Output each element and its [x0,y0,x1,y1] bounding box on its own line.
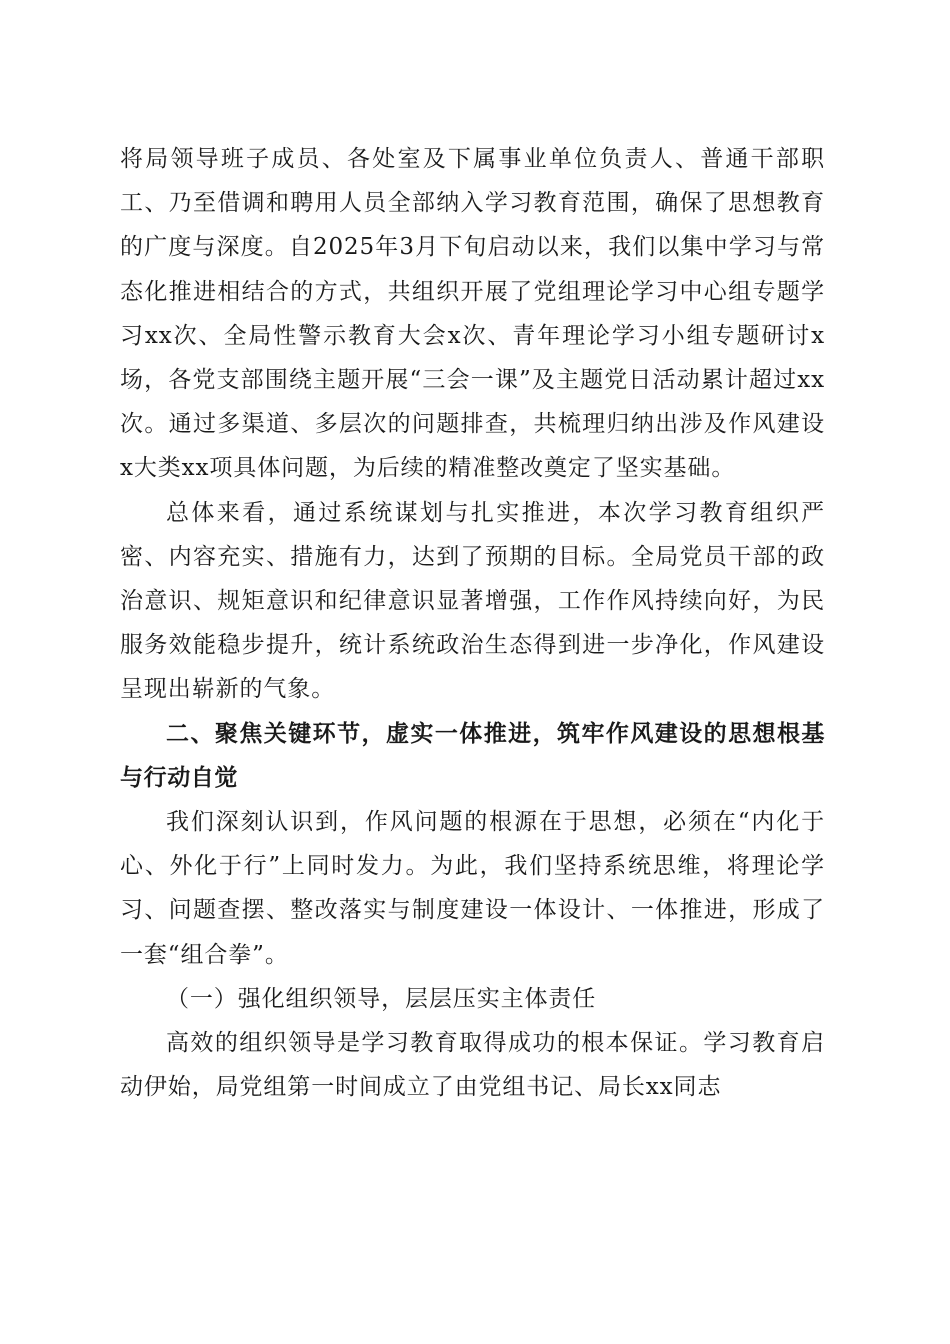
paragraph-section-intro: 我们深刻认识到，作风问题的根源在于思想，必须在“内化于心、外化于行”上同时发力。为此，我们坚持系统思维，将理论学习、问题查摆、整改落实与制度建设一体设计、一体推进，形成了一套“组合拳”。 [120,809,825,968]
subsection-heading-1: （一）强化组织领导，层层压实主体责任 [166,985,597,1012]
document-page [120,137,825,1109]
section-heading-2: 二、聚焦关键环节，虚实一体推进，筑牢作风建设的思想根基与行动自觉 [120,720,825,791]
paragraph-summary: 总体来看，通过系统谋划与扎实推进，本次学习教育组织严密、内容充实、措施有力，达到了预期的目标。全局党员干部的政治意识、规矩意识和纪律意识显著增强，工作作风持续向好，为民服务效能稳步提升，统计系统政治生态得到进一步净化，作风建设呈现出崭新的气象。 [120,499,825,703]
paragraph-subsection-body: 高效的组织领导是学习教育取得成功的根本保证。学习教育启动伊始，局党组第一时间成立了由党组书记、局长xx同志 [120,1030,825,1101]
paragraph-continuation: 将局领导班子成员、各处室及下属事业单位负责人、普通干部职工、乃至借调和聘用人员全部纳入学习教育范围，确保了思想教育的广度与深度。自2025年3月下旬启动以来，我们以集中学习与常态化推进相结合的方式，共组织开展了党组理论学习中心组专题学习xx次、全局性警示教育大会x次、青年理论学习小组专题研讨x场，各党支部围绕主题开展“三会一课”及主题党日活动累计超过xx次。通过多渠道、多层次的问题排查，共梳理归纳出涉及作风建设x大类xx项具体问题，为后续的精准整改奠定了坚实基础。 [120,146,825,482]
